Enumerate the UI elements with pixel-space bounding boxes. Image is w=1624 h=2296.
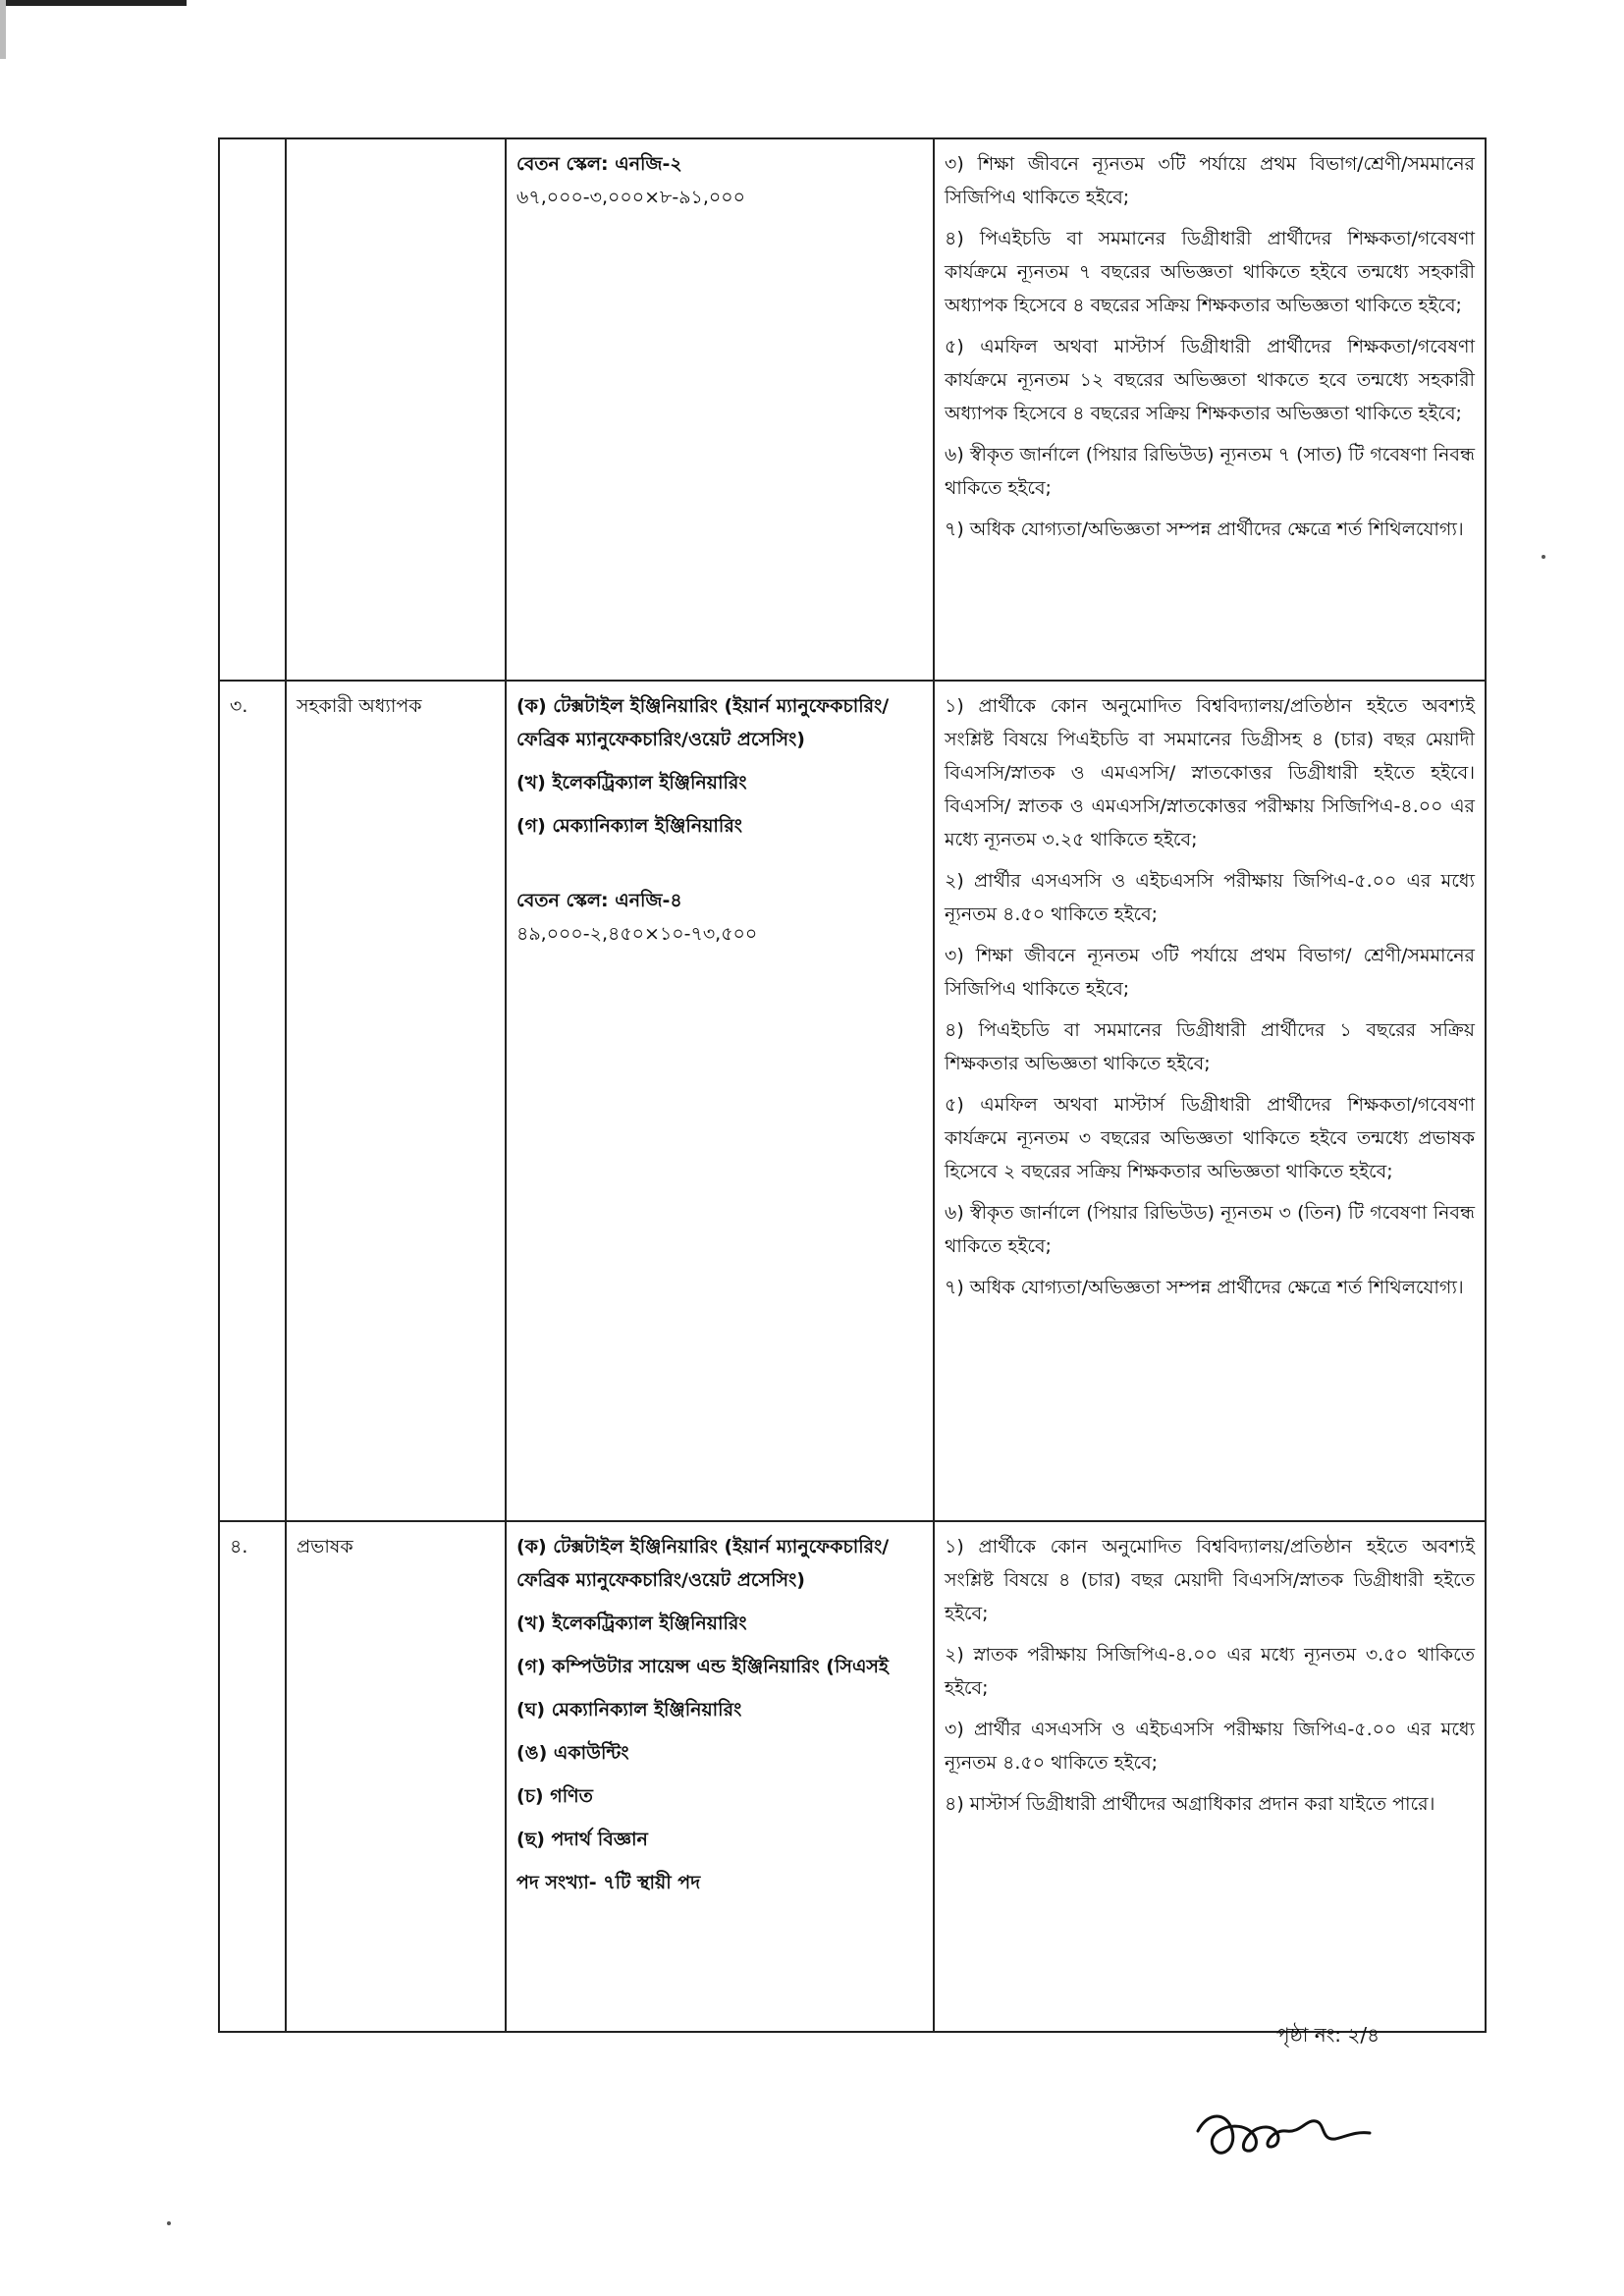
requirement-item: ৩) শিক্ষা জীবনে ন্যূনতম ৩টি পর্যায়ে প্রথম বিভাগ/ শ্রেণী/সমমানের সিজিপিএ থাকিতে হইবে; xyxy=(945,945,1475,1000)
subject-item: (ঘ) মেক্যানিক্যাল ইঞ্জিনিয়ারিং xyxy=(516,1699,742,1721)
requirement-item: ৫) এমফিল অথবা মাস্টার্স ডিগ্রীধারী প্রার্থীদের শিক্ষকতা/গবেষণা কার্যক্রমে ন্যূনতম ৩ বছরের অভিজ্ঞতা থাকিতে হইবে তন্মধ্যে প্রভাষক হিসেবে ২ বছরের সক্রিয় শিক্ষকতার অভিজ্ঞতা থাকিতে হইবে; xyxy=(945,1094,1475,1182)
subject-item: (ক) টেক্সটাইল ইঞ্জিনিয়ারিং (ইয়ার্ন ম্যানুফেকচারিং/ফেব্রিক ম্যানুফেকচারিং/ওয়েট প্রসেসিং) xyxy=(516,695,890,750)
requirement-item: ৪) মাস্টার্স ডিগ্রীধারী প্রার্থীদের অগ্রাধিকার প্রদান করা যাইতে পারে। xyxy=(945,1793,1435,1815)
subjects-cell xyxy=(506,681,934,1521)
requirements-cell xyxy=(934,1521,1486,2032)
subjects-cell xyxy=(506,1521,934,2032)
requirement-item: ৭) অধিক যোগ্যতা/অভিজ্ঞতা সম্পন্ন প্রার্থীদের ক্ষেত্রে শর্ত শিথিলযোগ্য। xyxy=(945,519,1464,540)
subject-item: (গ) কম্পিউটার সায়েন্স এন্ড ইঞ্জিনিয়ারিং (সিএসই xyxy=(516,1656,889,1677)
scan-edge-shadow xyxy=(0,0,6,59)
requirements-cell xyxy=(934,681,1486,1521)
post-cell xyxy=(286,138,506,681)
serial-cell xyxy=(219,138,286,681)
scan-speck xyxy=(167,2221,171,2225)
subject-item: (খ) ইলেকট্রিক্যাল ইঞ্জিনিয়ারিং xyxy=(516,772,747,793)
pay-scale-title: বেতন স্কেল: এনজি-২ xyxy=(516,153,682,175)
signature-icon xyxy=(1188,2092,1384,2170)
requirement-item: ২) স্নাতক পরীক্ষায় সিজিপিএ-৪.০০ এর মধ্যে ন্যূনতম ৩.৫০ থাকিতে হইবে; xyxy=(945,1644,1475,1699)
requirement-item: ১) প্রার্থীকে কোন অনুমোদিত বিশ্ববিদ্যালয়/প্রতিষ্ঠান হইতে অবশ্যই সংশ্লিষ্ট বিষয়ে পিএইচডি বা সমমানের ডিগ্রীসহ ৪ (চার) বছর মেয়াদী বিএসসি/স্নাতক ও এমএসসি/ স্নাতকোত্তর ডিগ্রীধারী হইতে হইবে। বিএসসি/ স্নাতক ও এমএসসি/স্নাতকোত্তর পরীক্ষায় সিজিপিএ-৪.০০ এর মধ্যে ন্যূনতম ৩.২৫ থাকিতে হইবে; xyxy=(945,695,1475,850)
post-cell: প্রভাষক xyxy=(286,1521,506,2032)
requirement-item: ৪) পিএইচডি বা সমমানের ডিগ্রীধারী প্রার্থীদের ১ বছরের সক্রিয় শিক্ষকতার অভিজ্ঞতা থাকিতে হইবে; xyxy=(945,1019,1475,1074)
requirement-item: ৫) এমফিল অথবা মাস্টার্স ডিগ্রীধারী প্রার্থীদের শিক্ষকতা/গবেষণা কার্যক্রমে ন্যূনতম ১২ বছরের অভিজ্ঞতা থাকতে হবে তন্মধ্যে সহকারী অধ্যাপক হিসেবে ৪ বছরের সক্রিয় শিক্ষকতার অভিজ্ঞতা থাকিতে হইবে; xyxy=(945,336,1475,424)
requirement-item: ৭) অধিক যোগ্যতা/অভিজ্ঞতা সম্পন্ন প্রার্থীদের ক্ষেত্রে শর্ত শিথিলযোগ্য। xyxy=(945,1277,1464,1298)
scan-speck xyxy=(1542,555,1545,559)
post-cell: সহকারী অধ্যাপক xyxy=(286,681,506,1521)
subject-item: (চ) গণিত xyxy=(516,1785,593,1807)
subjects-cell xyxy=(506,138,934,681)
subject-item: (ছ) পদার্থ বিজ্ঞান xyxy=(516,1829,648,1850)
subject-item: (ঙ) একাউন্টিং xyxy=(516,1742,629,1764)
table-row xyxy=(219,138,1486,681)
pay-scale-value: ৪৯,০০০-২,৪৫০×১০-৭৩,৫০০ xyxy=(516,923,758,945)
requirement-item: ৩) প্রার্থীর এসএসসি ও এইচএসসি পরীক্ষায় জিপিএ-৫.০০ এর মধ্যে ন্যূনতম ৪.৫০ থাকিতে হইবে; xyxy=(945,1719,1475,1774)
scan-edge-mark xyxy=(0,0,187,6)
requirement-item: ৩) শিক্ষা জীবনে ন্যূনতম ৩টি পর্যায়ে প্রথম বিভাগ/শ্রেণী/সমমানের সিজিপিএ থাকিতে হইবে; xyxy=(945,153,1475,208)
requirement-item: ১) প্রার্থীকে কোন অনুমোদিত বিশ্ববিদ্যালয়/প্রতিষ্ঠান হইতে অবশ্যই সংশ্লিষ্ট বিষয়ে ৪ (চার) বছর মেয়াদী বিএসসি/স্নাতক ডিগ্রীধারী হইতে হইবে; xyxy=(945,1536,1475,1624)
page-number: পৃষ্ঠা নং: ২/৪ xyxy=(1276,2023,1380,2047)
requirement-item: ৬) স্বীকৃত জার্নালে (পিয়ার রিভিউড) ন্যূনতম ৭ (সাত) টি গবেষণা নিবন্ধ থাকিতে হইবে; xyxy=(945,444,1475,499)
requirement-item: ৬) স্বীকৃত জার্নালে (পিয়ার রিভিউড) ন্যূনতম ৩ (তিন) টি গবেষণা নিবন্ধ থাকিতে হইবে; xyxy=(945,1202,1475,1257)
post-count: পদ সংখ্যা- ৭টি স্থায়ী পদ xyxy=(516,1872,701,1893)
table-row xyxy=(219,681,1486,1521)
requirement-item: ৪) পিএইচডি বা সমমানের ডিগ্রীধারী প্রার্থীদের শিক্ষকতা/গবেষণা কার্যক্রমে ন্যূনতম ৭ বছরের অভিজ্ঞতা থাকিতে হইবে তন্মধ্যে সহকারী অধ্যাপক হিসেবে ৪ বছরের সক্রিয় শিক্ষকতার অভিজ্ঞতা থাকিতে হইবে; xyxy=(945,228,1475,316)
table-row xyxy=(219,1521,1486,2032)
subject-item: (ক) টেক্সটাইল ইঞ্জিনিয়ারিং (ইয়ার্ন ম্যানুফেকচারিং/ফেব্রিক ম্যানুফেকচারিং/ওয়েট প্রসেসিং) xyxy=(516,1536,890,1591)
requirement-item: ২) প্রার্থীর এসএসসি ও এইচএসসি পরীক্ষায় জিপিএ-৫.০০ এর মধ্যে ন্যূনতম ৪.৫০ থাকিতে হইবে; xyxy=(945,870,1475,925)
pay-scale-title: বেতন স্কেল: এনজি-৪ xyxy=(516,890,682,911)
serial-cell: ৩. xyxy=(219,681,286,1521)
serial-cell: ৪. xyxy=(219,1521,286,2032)
requirements-cell xyxy=(934,138,1486,681)
recruitment-table xyxy=(218,137,1487,2033)
subject-item: (গ) মেক্যানিক্যাল ইঞ্জিনিয়ারিং xyxy=(516,815,742,837)
subject-item: (খ) ইলেকট্রিক্যাল ইঞ্জিনিয়ারিং xyxy=(516,1613,747,1634)
pay-scale-value: ৬৭,০০০-৩,০০০×৮-৯১,০০০ xyxy=(516,187,745,208)
